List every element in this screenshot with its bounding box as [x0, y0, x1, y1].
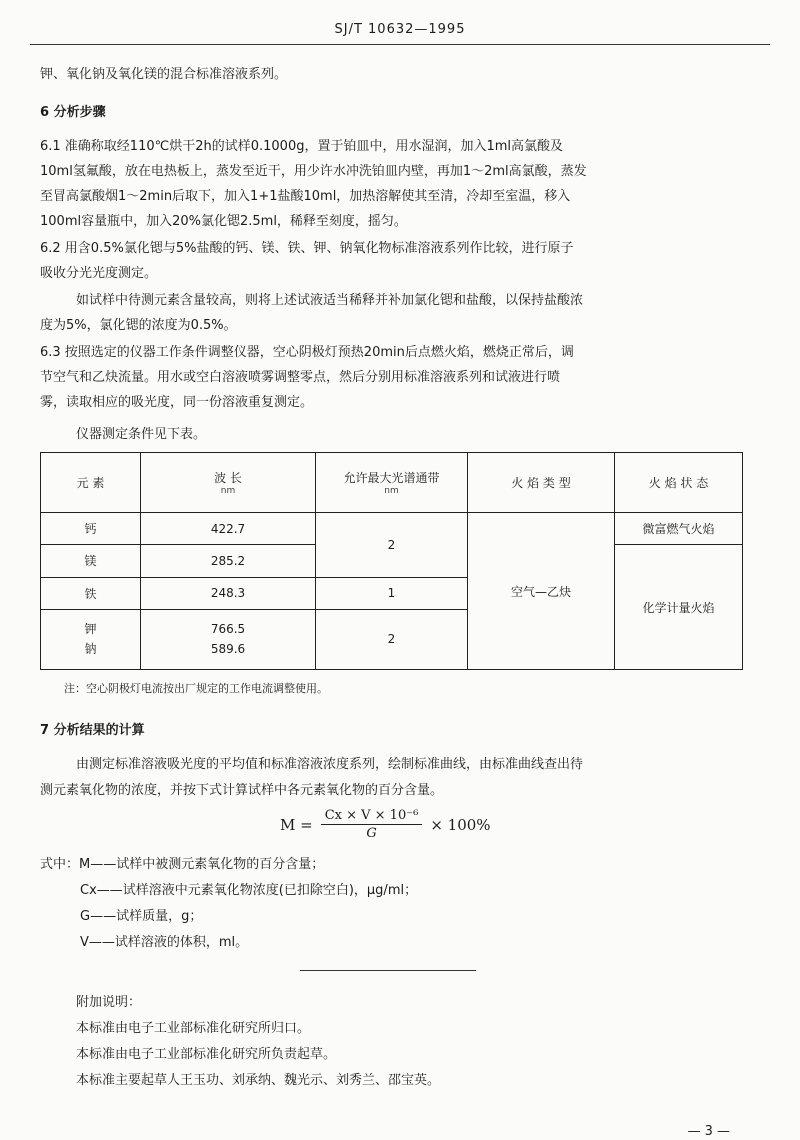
cell-bandwidth: 2: [316, 609, 468, 669]
para-6-2b-line-2: 度为5%，氯化锶的浓度为0.5%。: [40, 318, 237, 333]
additional-title: 附加说明：: [76, 995, 142, 1010]
cell-element: [41, 609, 141, 669]
continued-paragraph: 钾、氧化钠及氧化镁的混合标准溶液系列。: [40, 67, 288, 82]
where-line-v: V——试样溶液的体积，ml。: [80, 935, 249, 950]
para-6-2-line-2: 吸收分光光度测定。: [40, 266, 158, 281]
th-bandwidth-unit: nm: [384, 486, 399, 497]
end-divider: [300, 970, 476, 971]
th-bandwidth-label: 允许最大光谱通带: [343, 471, 440, 486]
para-7-line-2: 测元素氧化物的浓度，并按下式计算试样中各元素氧化物的百分含量。: [40, 783, 444, 798]
cell-element: 钙: [41, 513, 141, 545]
cell-wavelength-k: 766.5: [210, 622, 246, 637]
cell-wavelength: [141, 609, 316, 669]
para-7-line-1: 由测定标准溶液吸光度的平均值和标准溶液浓度系列，绘制标准曲线，由标准曲线查出待: [76, 757, 584, 772]
cell-flame-state: 微富燃气火焰: [615, 513, 743, 545]
where-line-g: G——试样质量，g；: [80, 909, 203, 924]
th-flame-state: 火 焰 状 态: [615, 453, 743, 513]
para-6-3-line-3: 雾，读取相应的吸光度，同一份溶液重复测定。: [40, 395, 314, 410]
para-6-1-line-3: 至冒高氯酸烟1～2min后取下，加入1+1盐酸10ml，加热溶解使其至清，冷却至室温，移入: [40, 189, 571, 204]
para-6-3-line-1: 6.3 按照选定的仪器工作条件调整仪器，空心阴极灯预热20min后点燃火焰，燃烧正常后，调: [40, 345, 574, 360]
cell-wavelength: 248.3: [141, 577, 316, 609]
instrument-conditions-table: [40, 452, 743, 670]
cell-flame-state: 化学计量火焰: [615, 545, 743, 670]
cell-element-k: 钾: [84, 622, 97, 637]
th-flame-type: 火 焰 类 型: [468, 453, 615, 513]
cell-wavelength: 285.2: [141, 545, 316, 577]
formula-denominator: G: [366, 826, 377, 841]
para-6-1-line-4: 100ml容量瓶中，加入20%氯化锶2.5ml，稀释至刻度，摇匀。: [40, 214, 407, 229]
section-6-title: 6 分析步骤: [40, 105, 106, 120]
table-row: [41, 513, 743, 545]
th-element: 元 素: [41, 453, 141, 513]
para-6-2b-line-1: 如试样中待测元素含量较高，则将上述试液适当稀释并补加氯化锶和盐酸，以保持盐酸浓: [76, 293, 584, 308]
where-line-cx: Cx——试样溶液中元素氧化物浓度(已扣除空白)，μg/ml；: [80, 883, 418, 898]
where-line-m: 式中：M——试样中被测元素氧化物的百分含量；: [40, 857, 325, 872]
cell-bandwidth: 2: [316, 513, 468, 577]
th-bandwidth: [316, 453, 468, 513]
th-wavelength-unit: nm: [220, 486, 236, 497]
th-wavelength: [141, 453, 316, 513]
section-7-title: 7 分析结果的计算: [40, 723, 145, 738]
additional-line-2: 本标准由电子工业部标准化研究所负责起草。: [76, 1047, 337, 1062]
formula-numerator: Cx × V × 10⁻⁶: [321, 808, 423, 825]
cell-element: 镁: [41, 545, 141, 577]
additional-line-3: 本标准主要起草人王玉功、刘承纳、魏光示、刘秀兰、邵宝英。: [76, 1073, 441, 1088]
formula-lhs: M =: [280, 815, 313, 834]
formula-rhs: × 100%: [430, 815, 491, 834]
cell-wavelength-na: 589.6: [210, 642, 246, 657]
formula-fraction: [321, 808, 423, 841]
header-standard-code: SJ/T 10632—1995: [334, 22, 466, 37]
th-wavelength-label: 波 长: [214, 471, 242, 486]
cell-wavelength: 422.7: [141, 513, 316, 545]
header-rule: [30, 44, 770, 45]
table-note: 注：空心阴极灯电流按出厂规定的工作电流调整使用。: [64, 682, 328, 695]
cell-flame-type: 空气—乙炔: [468, 513, 615, 670]
para-6-3-line-2: 节空气和乙炔流量。用水或空白溶液喷雾调整零点，然后分别用标准溶液系列和试液进行喷: [40, 370, 561, 385]
cell-element-na: 钠: [84, 642, 97, 657]
cell-element: 铁: [41, 577, 141, 609]
additional-line-1: 本标准由电子工业部标准化研究所归口。: [76, 1021, 311, 1036]
table-intro: 仪器测定条件见下表。: [76, 427, 207, 442]
para-6-1-line-2: 10ml氢氟酸，放在电热板上，蒸发至近干，用少许水冲洗铂皿内壁，再加1～2ml高氯酸，蒸发: [40, 164, 587, 179]
calculation-formula: [280, 808, 491, 841]
cell-bandwidth: 1: [316, 577, 468, 609]
table-header-row: [41, 453, 743, 513]
page-number: — 3 —: [687, 1124, 730, 1139]
para-6-2-line-1: 6.2 用含0.5%氯化锶与5%盐酸的钙、镁、铁、钾、钠氧化物标准溶液系列作比较，进行原子: [40, 241, 574, 256]
para-6-1-line-1: 6.1 准确称取经110℃烘干2h的试样0.1000g，置于铂皿中，用水湿润，加入1ml高氯酸及: [40, 139, 564, 154]
